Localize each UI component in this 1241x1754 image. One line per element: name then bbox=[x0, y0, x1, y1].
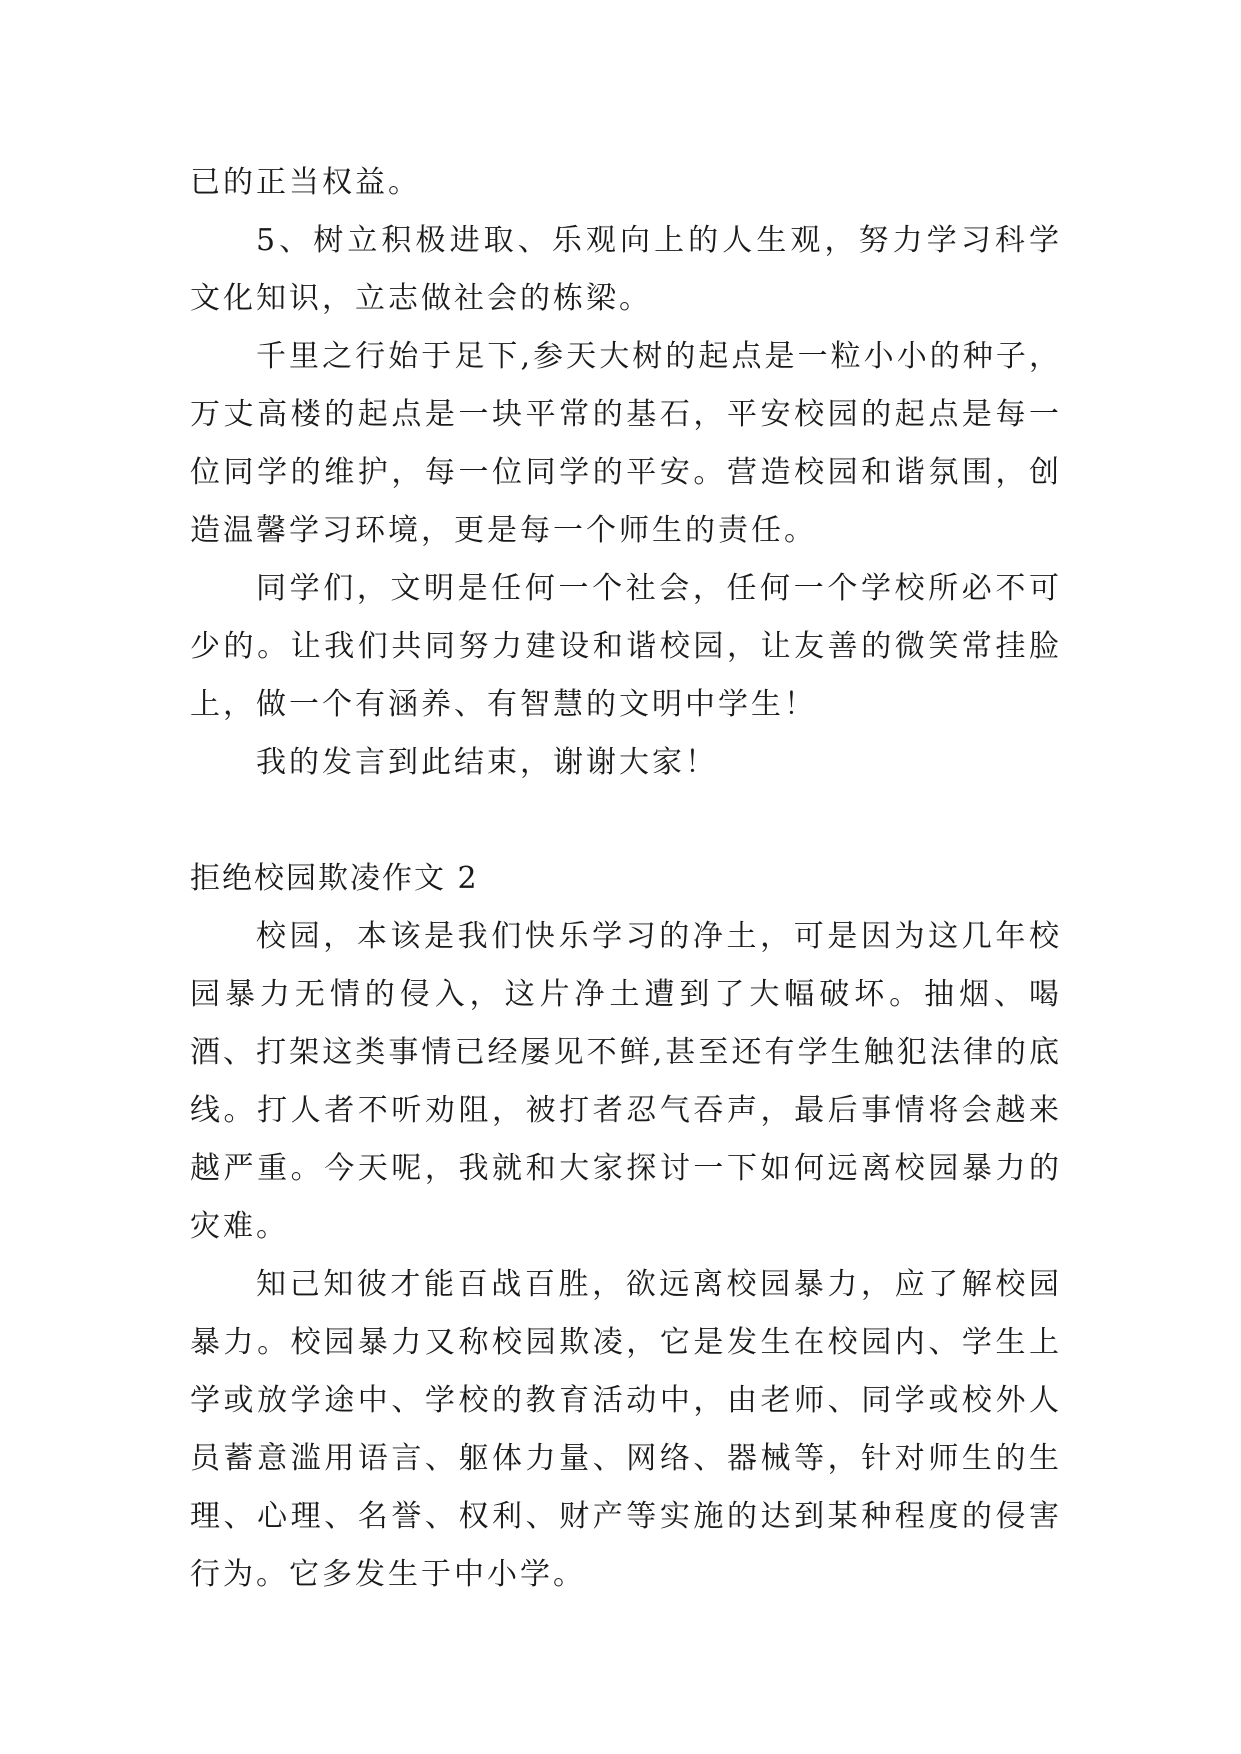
paragraph-item-5: 5、树立积极进取、乐观向上的人生观，努力学习科学文化知识，立志做社会的栋梁。 bbox=[190, 223, 1062, 316]
paragraph-closing: 我的发言到此结束，谢谢大家！ bbox=[256, 745, 718, 780]
paragraph-journey: 千里之行始于足下,参天大树的起点是一粒小小的种子，万丈高楼的起点是一块平常的基石，平安校园的起点是每一位同学的维护，每一位同学的平安。营造校园和谐氛围，创造温馨学习环境，更是每一个师生的责任。 bbox=[190, 339, 1062, 548]
paragraph-campus-definition: 知己知彼才能百战百胜，欲远离校园暴力，应了解校园暴力。校园暴力又称校园欺凌，它是发生在校园内、学生上学或放学途中、学校的教育活动中，由老师、同学或校外人员蓄意滥用语言、躯体力量、网络、器械等，针对师生的生理、心理、名誉、权利、财产等实施的达到某种程度的侵害行为。它多发生于中小学。 bbox=[190, 1267, 1062, 1592]
document-body bbox=[190, 154, 1062, 1604]
paragraph-civilization: 同学们，文明是任何一个社会，任何一个学校所必不可少的。让我们共同努力建设和谐校园，让友善的微笑常挂脸上，做一个有涵养、有智慧的文明中学生！ bbox=[190, 571, 1062, 722]
paragraph-campus-intro: 校园，本该是我们快乐学习的净土，可是因为这几年校园暴力无情的侵入，这片净土遭到了大幅破坏。抽烟、喝酒、打架这类事情已经屡见不鲜,甚至还有学生触犯法律的底线。打人者不听劝阻，被打者忍气吞声，最后事情将会越来越严重。今天呢，我就和大家探讨一下如何远离校园暴力的灾难。 bbox=[190, 919, 1062, 1244]
paragraph-continuation: 已的正当权益。 bbox=[190, 165, 421, 200]
section-heading: 拒绝校园欺凌作文 2 bbox=[190, 861, 479, 896]
